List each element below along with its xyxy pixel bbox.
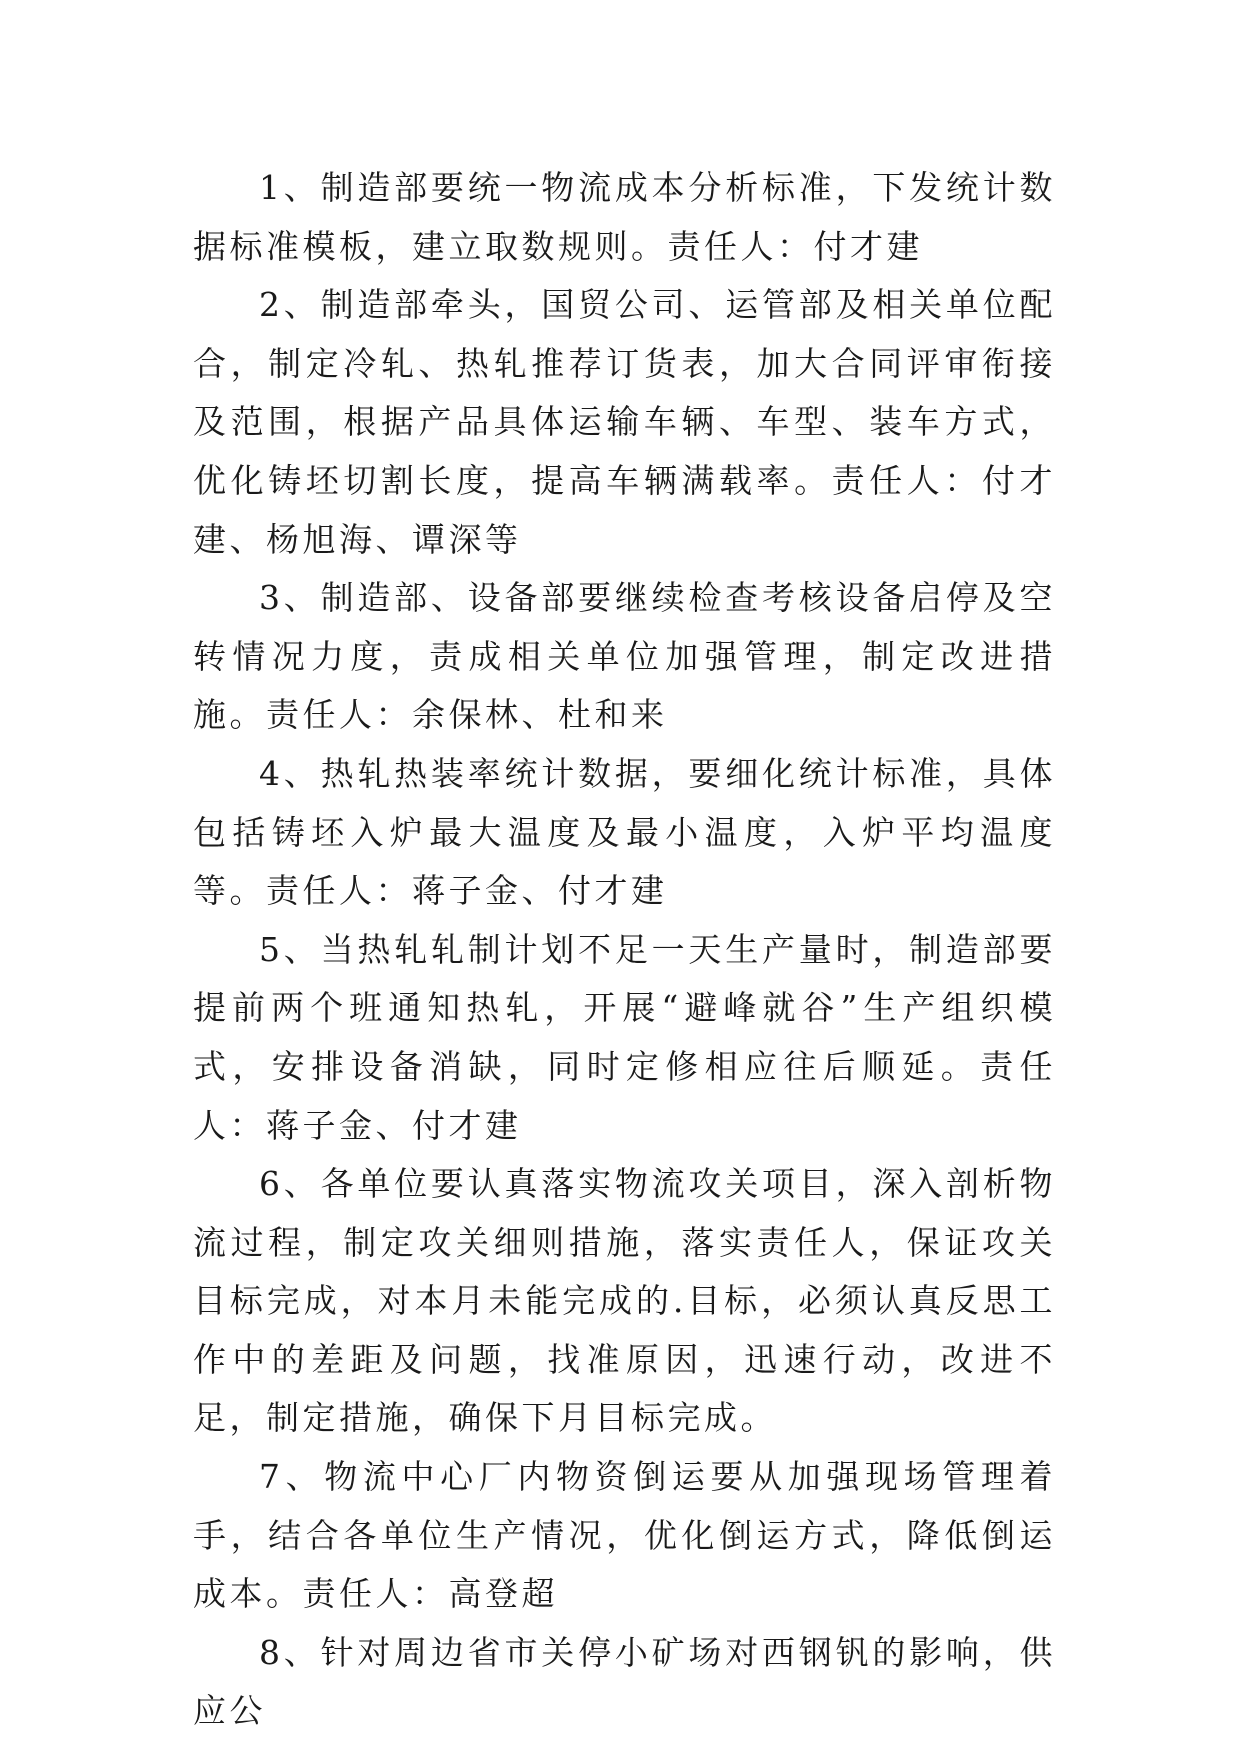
paragraph-6: 6、各单位要认真落实物流攻关项目，深入剖析物流过程，制定攻关细则措施，落实责任人，保证攻关目标完成，对本月未能完成的.目标，必须认真反思工作中的差距及问题，找准原因，迅速行动，改进不足，制定措施，确保下月目标完成。 xyxy=(193,1164,1056,1438)
paragraph-2: 2、制造部牵头，国贸公司、运管部及相关单位配合，制定冷轧、热轧推荐订货表，加大合同评审衔接及范围，根据产品具体运输车辆、车型、装车方式，优化铸坯切割长度，提高车辆满载率。责任人：付才建、杨旭海、谭深等 xyxy=(193,285,1056,559)
paragraph-7: 7、物流中心厂内物资倒运要从加强现场管理着手，结合各单位生产情况，优化倒运方式，降低倒运成本。责任人：高登超 xyxy=(193,1457,1056,1614)
paragraph-1: 1、制造部要统一物流成本分析标准，下发统计数据标准模板，建立取数规则。责任人：付才建 xyxy=(193,168,1056,266)
paragraph-5: 5、当热轧轧制计划不足一天生产量时，制造部要提前两个班通知热轧，开展“避峰就谷”生产组织模式，安排设备消缺，同时定修相应往后顺延。责任人：蒋子金、付才建 xyxy=(193,929,1056,1145)
document-body xyxy=(193,159,1056,1741)
paragraph-8: 8、针对周边省市关停小矿场对西钢钒的影响，供应公 xyxy=(193,1632,1056,1731)
paragraph-3: 3、制造部、设备部要继续检查考核设备启停及空转情况力度，责成相关单位加强管理，制定改进措施。责任人：余保林、杜和来 xyxy=(193,578,1056,735)
paragraph-4: 4、热轧热装率统计数据，要细化统计标准，具体包括铸坯入炉最大温度及最小温度，入炉平均温度等。责任人：蒋子金、付才建 xyxy=(193,753,1056,911)
